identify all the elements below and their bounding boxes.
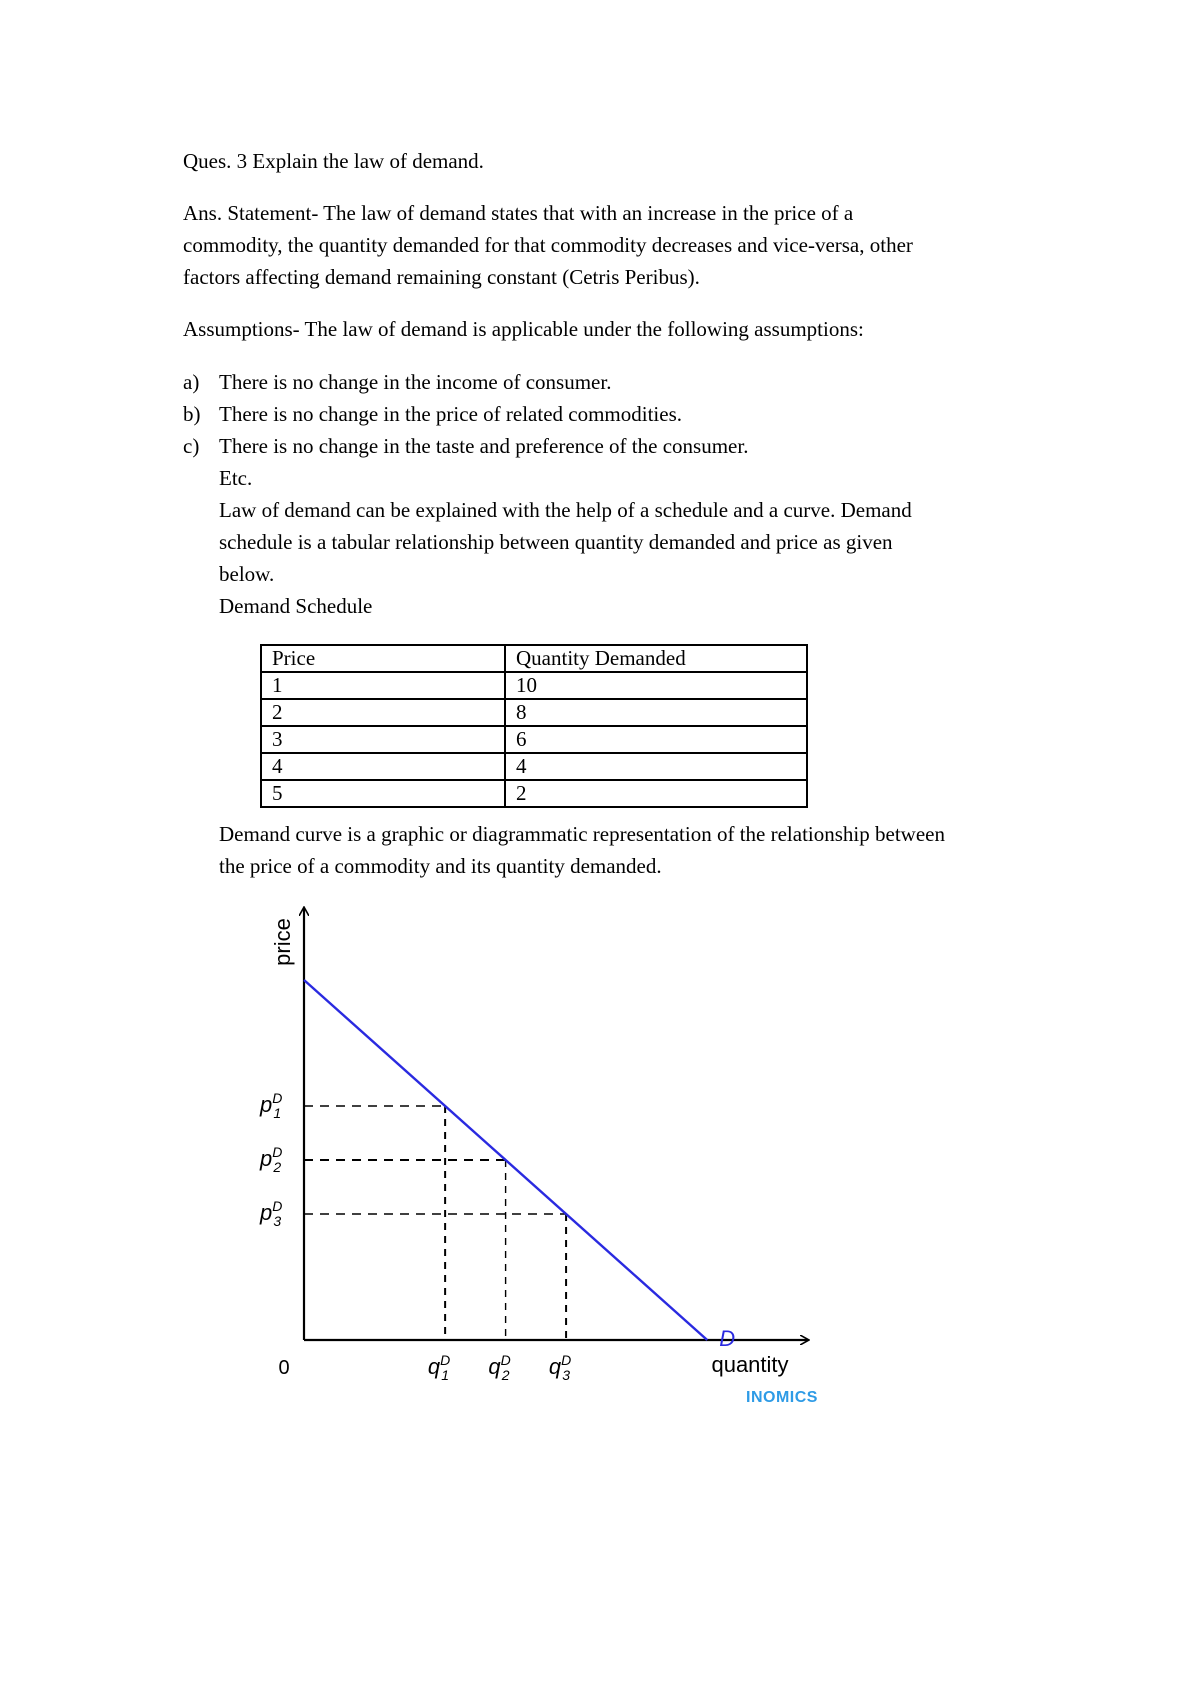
table-row bbox=[261, 726, 807, 753]
list-item bbox=[183, 430, 1083, 462]
assumptions-intro: Assumptions- The law of demand is applicable under the following assumptions: bbox=[183, 317, 864, 341]
inomics-watermark: INOMICS bbox=[746, 1389, 818, 1406]
table-header-row bbox=[261, 645, 807, 672]
cell-quantity: 4 bbox=[505, 753, 807, 780]
cell-quantity: 8 bbox=[505, 699, 807, 726]
etc-text: Etc. bbox=[219, 466, 253, 490]
x-axis-label: quantity bbox=[711, 1352, 789, 1377]
schedule-explanation-line-1: Law of demand can be explained with the help of a schedule and a curve. Demand bbox=[219, 498, 912, 522]
table-row bbox=[261, 672, 807, 699]
cell-price: 1 bbox=[261, 672, 505, 699]
statement-line-3: factors affecting demand remaining constant (Cetris Peribus). bbox=[183, 265, 700, 289]
cell-price: 2 bbox=[261, 699, 505, 726]
list-marker: c) bbox=[183, 434, 200, 458]
curve-explanation-line-2: the price of a commodity and its quantity demanded. bbox=[219, 854, 662, 878]
curve-label: D bbox=[719, 1326, 736, 1351]
list-item bbox=[183, 366, 1083, 398]
statement-line-2: commodity, the quantity demanded for that commodity decreases and vice-versa, other bbox=[183, 233, 913, 257]
price-level-label: $p^D$ 2 bbox=[260, 1144, 283, 1175]
quantity-level-label: $q^D$ 3 bbox=[548, 1352, 572, 1383]
assumptions-list bbox=[183, 366, 1083, 462]
table-row bbox=[261, 753, 807, 780]
cell-quantity: 6 bbox=[505, 726, 807, 753]
price-level-label: $p^D$ 3 bbox=[260, 1198, 283, 1229]
list-marker: b) bbox=[183, 402, 201, 426]
list-item bbox=[183, 398, 1083, 430]
header-quantity: Quantity Demanded bbox=[505, 645, 807, 672]
cell-price: 3 bbox=[261, 726, 505, 753]
cell-quantity: 2 bbox=[505, 780, 807, 807]
demand-curve-line bbox=[304, 980, 707, 1340]
y-axis-label: price bbox=[270, 918, 295, 966]
curve-explanation-line-1: Demand curve is a graphic or diagrammatic representation of the relationship between bbox=[219, 822, 945, 846]
header-price: Price bbox=[261, 645, 505, 672]
quantity-level-label: $q^D$ 1 bbox=[427, 1352, 451, 1383]
statement-line-1: Ans. Statement- The law of demand states that with an increase in the price of a bbox=[183, 201, 854, 225]
schedule-explanation-line-3: below. bbox=[219, 562, 275, 586]
list-text: There is no change in the taste and preference of the consumer. bbox=[219, 434, 749, 458]
table-row bbox=[261, 699, 807, 726]
cell-price: 4 bbox=[261, 753, 505, 780]
demand-schedule-table bbox=[260, 644, 808, 808]
list-marker: a) bbox=[183, 370, 200, 394]
list-text: There is no change in the income of consumer. bbox=[219, 370, 612, 394]
schedule-title: Demand Schedule bbox=[219, 594, 373, 618]
cell-price: 5 bbox=[261, 780, 505, 807]
cell-quantity: 10 bbox=[505, 672, 807, 699]
schedule-explanation-line-2: schedule is a tabular relationship between quantity demanded and price as given bbox=[219, 530, 893, 554]
table-row bbox=[261, 780, 807, 807]
quantity-level-label: $q^D$ 2 bbox=[488, 1352, 511, 1383]
price-level-label: $p^D$ 1 bbox=[260, 1090, 283, 1121]
question-title: Ques. 3 Explain the law of demand. bbox=[183, 149, 484, 173]
origin-label: 0 bbox=[278, 1357, 290, 1379]
list-text: There is no change in the price of related commodities. bbox=[219, 402, 682, 426]
demand-curve-chart bbox=[240, 890, 840, 1410]
